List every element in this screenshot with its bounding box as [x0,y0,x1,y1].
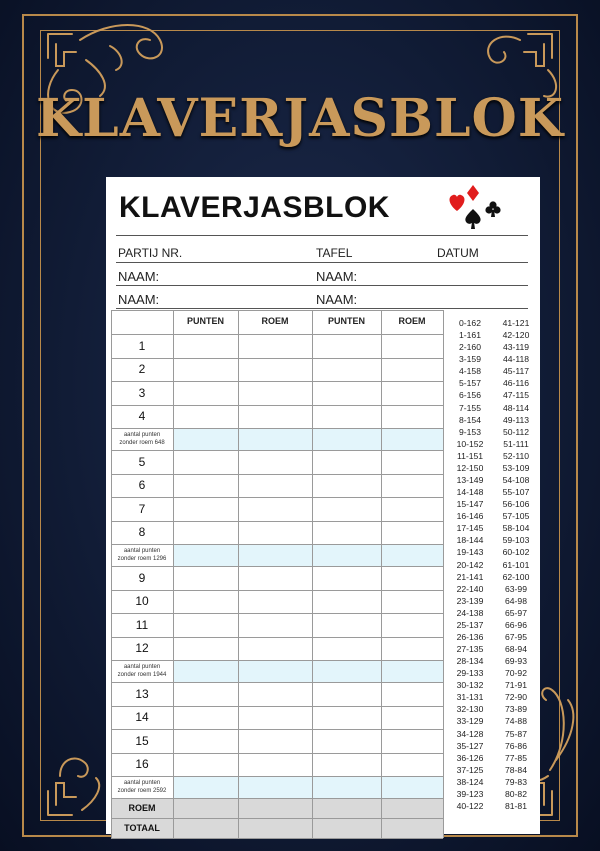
reference-value: 36-126 [456,752,484,763]
subtotal-label: aantal punten zonder roem 1296 [117,548,167,562]
round-number: 9 [138,570,146,585]
score-cell[interactable] [382,406,443,429]
partij-label: PARTIJ NR. [118,246,183,260]
round-number: 13 [135,686,149,701]
round-number: 15 [135,733,149,748]
score-cell[interactable] [239,451,312,474]
score-cell[interactable] [174,522,238,545]
grid-line [111,310,443,311]
reference-value: 72-90 [505,692,527,703]
score-cell[interactable] [313,429,381,450]
reference-value: 64-98 [505,595,527,606]
score-cell[interactable] [174,777,238,798]
card-suits-icon [445,183,509,231]
score-cell[interactable] [239,382,312,405]
reference-value: 0-162 [459,318,481,328]
reference-value: 19-143 [456,547,484,558]
reference-value: 5-157 [459,378,481,389]
score-cell[interactable] [174,683,238,706]
reference-value: 16-146 [456,511,484,522]
reference-value: 59-103 [502,535,530,546]
score-cell[interactable] [382,498,443,521]
reference-value: 70-92 [505,668,527,679]
reference-value: 20-142 [456,559,484,570]
score-cell[interactable] [239,777,312,798]
bottom-left-ornament-icon [48,758,99,815]
score-cell[interactable] [313,819,381,838]
score-cell[interactable] [239,335,312,358]
score-cell[interactable] [174,638,238,661]
score-cell[interactable] [239,406,312,429]
reference-value: 9-153 [459,426,481,437]
score-cell[interactable] [174,754,238,777]
grid-line [443,310,444,838]
score-cell[interactable] [313,545,381,566]
reference-value: 24-138 [456,607,484,618]
reference-value: 25-137 [456,619,484,630]
reference-value: 8-154 [459,414,481,425]
reference-value: 29-133 [456,668,484,679]
reference-value: 39-123 [456,788,484,799]
score-cell[interactable] [382,382,443,405]
reference-value: 15-147 [456,499,484,510]
round-number: 8 [138,525,146,540]
score-cell[interactable] [239,567,312,590]
reference-value: 53-109 [502,462,530,473]
score-cell[interactable] [313,730,381,753]
column-header: ROEM [398,316,426,326]
score-cell[interactable] [313,777,381,798]
reference-value: 80-82 [505,788,527,799]
score-cell[interactable] [239,614,312,637]
reference-value: 66-96 [505,619,527,630]
reference-value: 43-119 [502,342,530,353]
reference-value: 44-118 [502,354,530,365]
reference-value: 21-141 [456,571,484,582]
score-cell[interactable] [174,335,238,358]
score-cell[interactable] [313,335,381,358]
reference-value: 13-149 [456,474,484,485]
reference-value: 28-134 [456,656,484,667]
reference-value: 68-94 [505,644,527,655]
reference-value: 11-151 [456,450,484,461]
reference-value: 76-86 [505,740,527,751]
reference-value: 31-131 [456,692,484,703]
score-cell[interactable] [239,359,312,382]
reference-value: 22-140 [456,583,484,594]
reference-value: 3-159 [459,354,481,365]
score-cell[interactable] [382,359,443,382]
score-cell[interactable] [382,754,443,777]
score-cell[interactable] [174,799,238,818]
score-cell[interactable] [382,614,443,637]
score-cell[interactable] [382,429,443,450]
score-cell[interactable] [239,799,312,818]
reference-value: 81-81 [505,801,527,811]
round-number: 7 [138,501,146,516]
score-cell[interactable] [239,754,312,777]
header-line-2 [116,285,528,286]
score-cell[interactable] [239,475,312,498]
score-cell[interactable] [174,545,238,566]
naam-label-3: NAAM: [118,292,160,307]
spade-icon [465,209,480,229]
reference-value: 33-129 [456,716,484,727]
reference-value: 23-139 [456,595,484,606]
cover-title: KLAVERJASBLOK [35,88,565,149]
column-header: PUNTEN [327,316,365,326]
score-cell[interactable] [174,567,238,590]
score-cell[interactable] [174,475,238,498]
score-cell[interactable] [382,799,443,818]
reference-value: 34-128 [456,728,484,739]
round-number: 2 [138,362,146,377]
reference-value: 26-136 [456,631,484,642]
score-cell[interactable] [174,591,238,614]
score-cell[interactable] [239,661,312,682]
diamond-icon [467,185,479,201]
reference-value: 60-102 [502,547,530,558]
score-cell[interactable] [313,707,381,730]
reference-value: 65-97 [505,607,527,618]
tafel-label: TAFEL [316,246,353,260]
reference-value: 41-121 [502,318,530,328]
round-number: 3 [138,385,146,400]
reference-value: 77-85 [505,752,527,763]
round-number: 10 [135,594,149,609]
score-cell[interactable] [382,545,443,566]
reference-value: 10-152 [456,438,484,449]
score-cell[interactable] [313,799,381,818]
score-cell[interactable] [313,382,381,405]
reference-value: 50-112 [502,426,530,437]
reference-value: 40-122 [456,801,484,811]
reference-value: 74-88 [505,716,527,727]
reference-value: 73-89 [505,704,527,715]
reference-value: 27-135 [456,644,484,655]
header-line-1 [116,262,528,263]
grid-line [111,838,443,839]
reference-value: 79-83 [505,776,527,787]
score-cell[interactable] [174,614,238,637]
reference-value: 51-111 [503,438,529,449]
score-cell[interactable] [239,429,312,450]
score-cell[interactable] [313,475,381,498]
title-divider [116,235,528,236]
score-cell[interactable] [313,661,381,682]
column-header: ROEM [261,316,289,326]
score-cell[interactable] [313,683,381,706]
reference-value: 12-150 [456,462,484,473]
score-cell[interactable] [174,382,238,405]
reference-value: 62-100 [502,571,530,582]
reference-value: 69-93 [505,656,527,667]
reference-value: 63-99 [505,583,527,594]
score-cell[interactable] [382,683,443,706]
round-number: 16 [135,757,149,772]
reference-value: 49-113 [502,414,530,425]
reference-value: 45-117 [502,366,530,377]
reference-value: 55-107 [502,487,530,498]
score-cell[interactable] [382,522,443,545]
score-cell[interactable] [313,522,381,545]
score-cell[interactable] [382,638,443,661]
score-cell[interactable] [239,522,312,545]
subtotal-label: aantal punten zonder roem 648 [119,432,165,446]
column-header: PUNTEN [186,316,224,326]
score-table [111,310,443,833]
score-cell[interactable] [174,451,238,474]
score-cell[interactable] [239,591,312,614]
naam-label-2: NAAM: [316,269,358,284]
score-cell[interactable] [239,707,312,730]
reference-value: 30-132 [456,680,484,691]
reference-value: 78-84 [505,764,527,775]
reference-value: 38-124 [456,776,484,787]
total-label: ROEM [128,802,156,813]
score-cell[interactable] [382,707,443,730]
score-cell[interactable] [174,406,238,429]
score-cell[interactable] [174,819,238,838]
reference-value: 18-144 [456,535,484,546]
reference-value: 48-114 [502,402,530,413]
score-cell[interactable] [382,777,443,798]
score-cell[interactable] [174,730,238,753]
round-number: 4 [138,409,146,424]
score-cell[interactable] [382,475,443,498]
score-cell[interactable] [382,451,443,474]
round-number: 11 [135,617,149,632]
reference-value: 37-125 [456,764,484,775]
score-cell[interactable] [239,819,312,838]
score-cell[interactable] [382,591,443,614]
score-cell[interactable] [382,819,443,838]
score-cell[interactable] [239,545,312,566]
score-cell[interactable] [313,754,381,777]
reference-value: 71-91 [505,680,527,691]
round-number: 6 [138,478,146,493]
reference-value: 47-115 [502,390,530,401]
round-number: 14 [135,710,149,725]
score-sheet [106,177,540,834]
score-cell[interactable] [382,661,443,682]
subtotal-label: aantal punten zonder roem 2592 [117,780,167,794]
subtotal-label: aantal punten zonder roem 1944 [117,664,167,678]
score-cell[interactable] [382,730,443,753]
score-cell[interactable] [313,451,381,474]
score-cell[interactable] [382,335,443,358]
score-cell[interactable] [239,683,312,706]
round-number: 12 [135,641,149,656]
naam-label-4: NAAM: [316,292,358,307]
reference-value: 17-145 [456,523,484,534]
reference-value: 6-156 [459,390,481,401]
reference-value: 58-104 [502,523,530,534]
score-cell[interactable] [313,591,381,614]
reference-value: 2-160 [459,342,481,353]
reference-value: 52-110 [502,450,530,461]
score-cell[interactable] [313,567,381,590]
reference-value: 14-148 [456,487,484,498]
score-cell[interactable] [382,567,443,590]
score-cell[interactable] [313,614,381,637]
total-label: TOTAAL [124,822,160,833]
reference-value: 7-155 [459,402,481,413]
reference-value: 54-108 [502,474,530,485]
score-cell[interactable] [174,661,238,682]
reference-value: 67-95 [505,631,527,642]
score-cell[interactable] [313,498,381,521]
reference-value: 56-106 [502,499,530,510]
reference-value: 46-116 [502,378,530,389]
header-line-3 [116,308,528,309]
reference-value: 4-158 [459,366,481,377]
reference-value: 42-120 [502,330,530,341]
score-cell[interactable] [313,638,381,661]
score-cell[interactable] [239,498,312,521]
score-cell[interactable] [174,498,238,521]
sheet-title: KLAVERJASBLOK [119,191,390,224]
reference-value: 1-161 [459,330,481,341]
heart-icon [450,195,465,211]
score-cell[interactable] [239,638,312,661]
score-cell[interactable] [174,429,238,450]
naam-label-1: NAAM: [118,269,160,284]
reference-value: 57-105 [502,511,530,522]
datum-label: DATUM [437,246,479,260]
score-cell[interactable] [313,359,381,382]
reference-value: 35-127 [456,740,484,751]
score-cell[interactable] [313,406,381,429]
round-number: 5 [138,454,146,469]
score-cell[interactable] [239,730,312,753]
score-cell[interactable] [174,707,238,730]
reference-value: 61-101 [502,559,530,570]
score-cell[interactable] [174,359,238,382]
round-number: 1 [138,338,146,353]
reference-value: 32-130 [456,704,484,715]
reference-value: 75-87 [505,728,527,739]
club-icon [485,201,500,217]
